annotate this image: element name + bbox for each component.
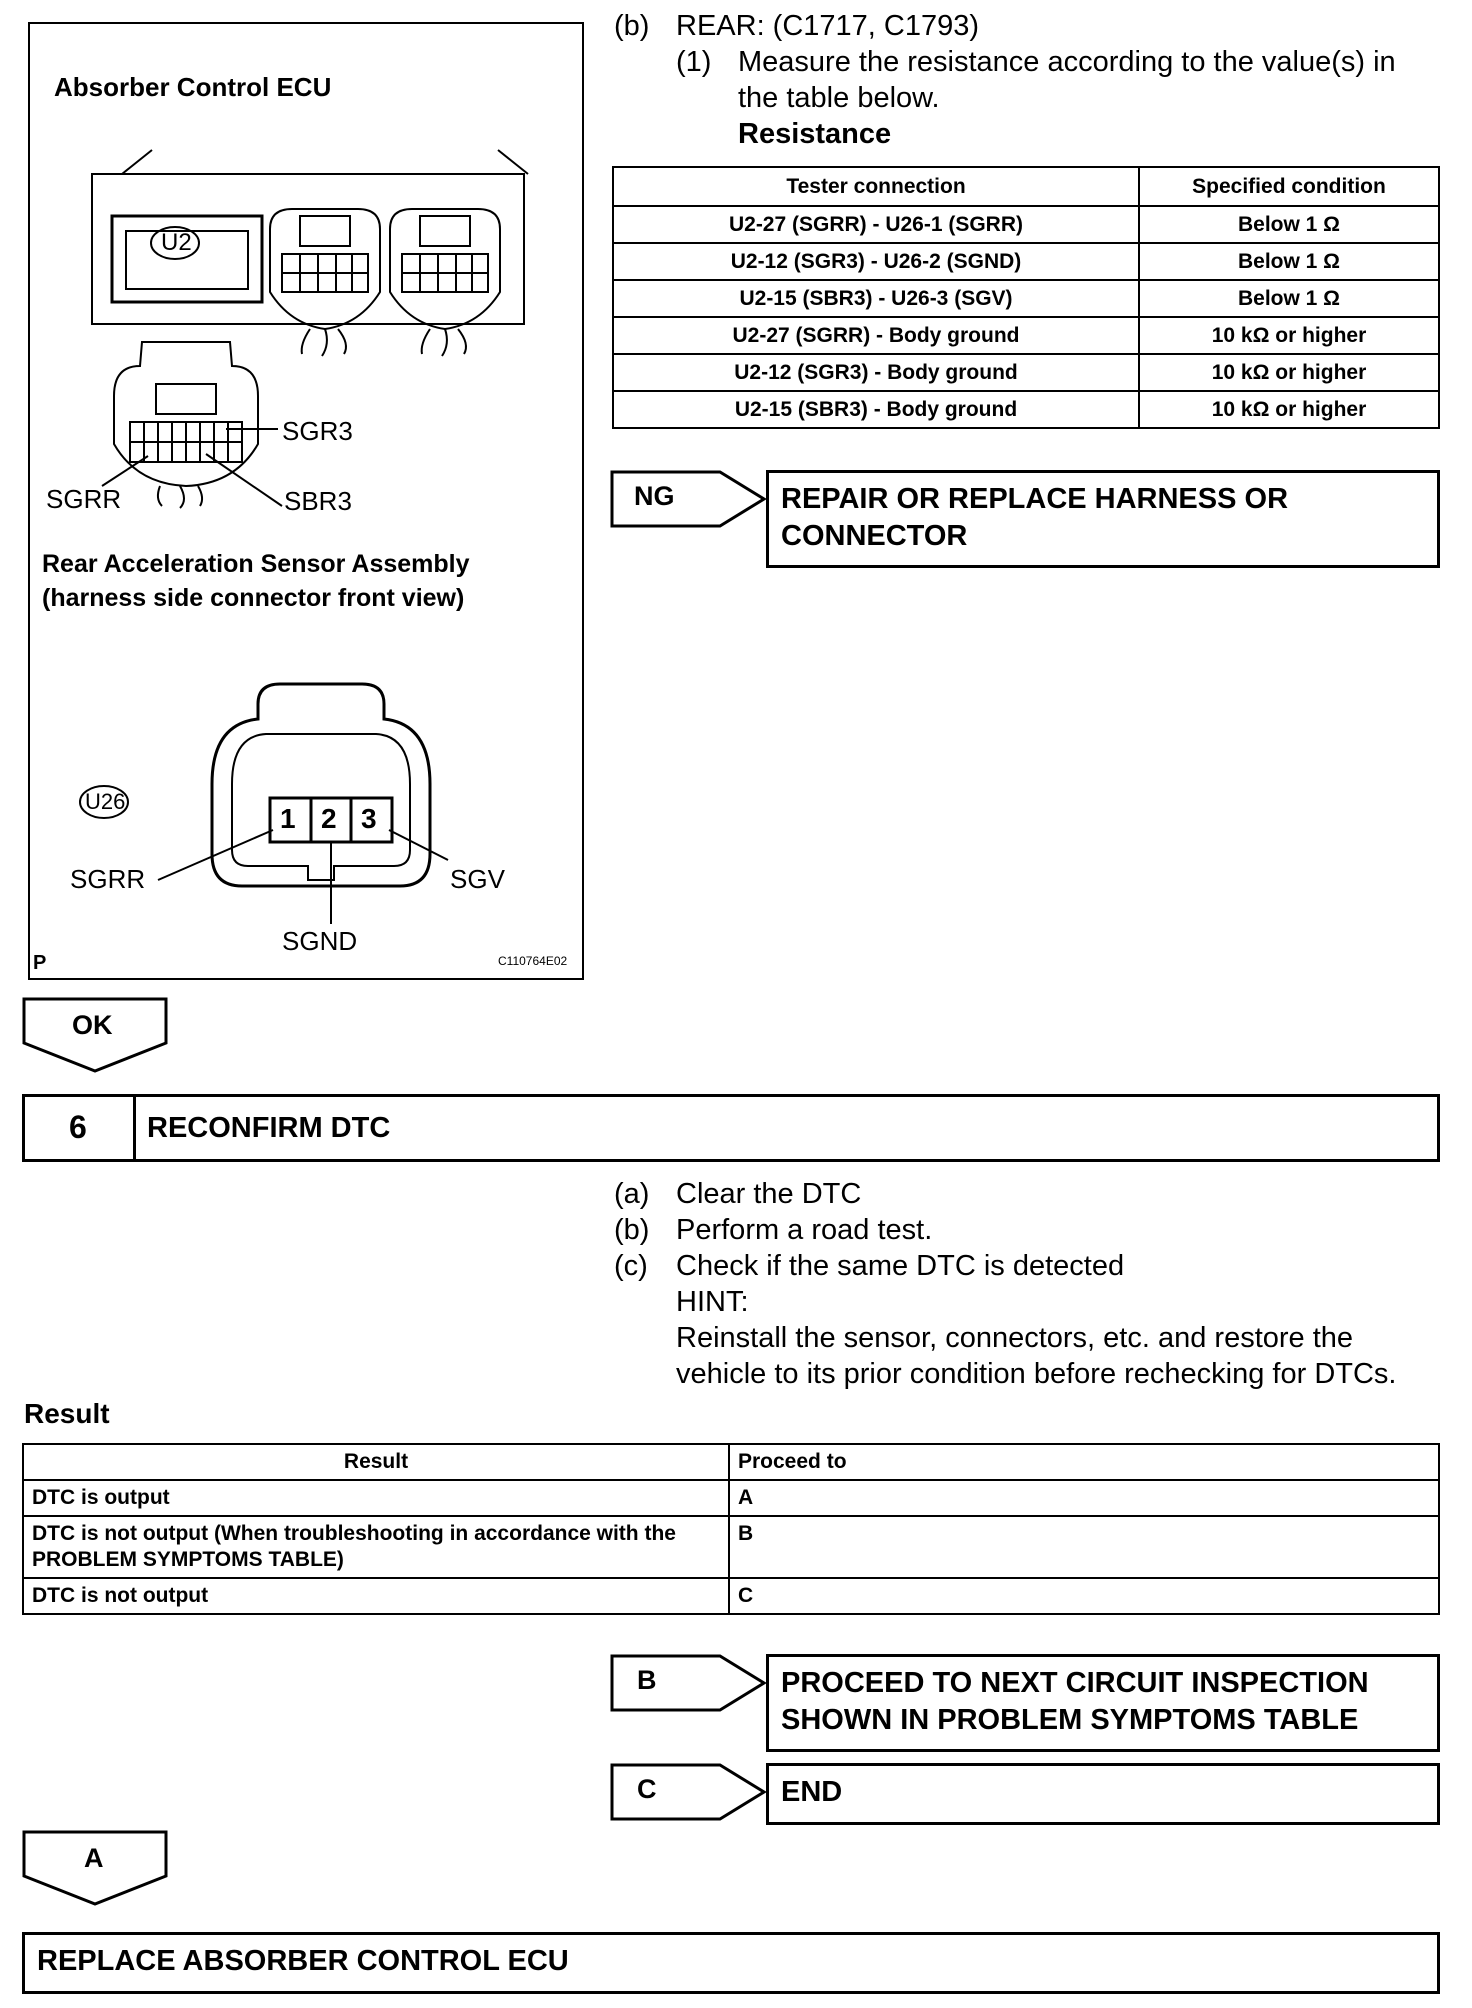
- pin-label-sgr3: SGR3: [282, 416, 353, 446]
- ng-action-line2: CONNECTOR: [781, 520, 968, 552]
- sensor-pin-label-sgrr: SGRR: [70, 864, 146, 894]
- sensor-pin-label-sgnd: SGND: [282, 926, 358, 956]
- table-cell: DTC is not output: [23, 1578, 729, 1614]
- step-b-marker: (b): [614, 10, 650, 42]
- resistance-title: Resistance: [738, 118, 892, 150]
- b-action-line2: SHOWN IN PROBLEM SYMPTOMS TABLE: [781, 1704, 1359, 1736]
- table-row: [23, 1480, 1439, 1516]
- sensor-pin-label-sgv: SGV: [450, 864, 505, 894]
- table-cell: U2-15 (SBR3) - Body ground: [613, 391, 1139, 428]
- step-6c-marker: (c): [614, 1250, 648, 1282]
- table-cell: U2-15 (SBR3) - U26-3 (SGV): [613, 280, 1139, 317]
- c-action-text: END: [781, 1776, 843, 1808]
- step-6b-text: Perform a road test.: [676, 1214, 933, 1246]
- step-b1-line1: Measure the resistance according to the value(s) in: [738, 46, 1396, 78]
- corner-mark: P: [33, 952, 47, 974]
- hint-line1: Reinstall the sensor, connectors, etc. and restore the: [676, 1322, 1354, 1354]
- result-title: Result: [24, 1398, 110, 1429]
- table-row: [613, 391, 1439, 428]
- table-header-row: [613, 167, 1439, 206]
- sensor-pin-3: 3: [361, 803, 377, 834]
- step-6-number: 6: [69, 1109, 87, 1145]
- table-cell: 10 kΩ or higher: [1139, 391, 1439, 428]
- table-header: Proceed to: [729, 1444, 1439, 1480]
- table-row: [613, 317, 1439, 354]
- result-table: [22, 1443, 1440, 1615]
- table-cell: [23, 1516, 729, 1578]
- step-b1-line2: the table below.: [738, 82, 940, 114]
- table-cell: U2-12 (SGR3) - U26-2 (SGND): [613, 243, 1139, 280]
- table-cell: 10 kΩ or higher: [1139, 354, 1439, 391]
- table-row: [613, 243, 1439, 280]
- table-header: Tester connection: [613, 167, 1139, 206]
- table-cell: U2-12 (SGR3) - Body ground: [613, 354, 1139, 391]
- table-cell: Below 1 Ω: [1139, 280, 1439, 317]
- result-line1: DTC is not output (When troubleshooting in accordance with the: [32, 1522, 676, 1545]
- step-6a-text: Clear the DTC: [676, 1178, 862, 1210]
- table-row: [23, 1516, 1439, 1578]
- table-cell: Below 1 Ω: [1139, 206, 1439, 243]
- pin-label-sbr3: SBR3: [284, 486, 352, 516]
- final-action-box: [22, 1932, 1440, 1994]
- table-header-row: [23, 1444, 1439, 1480]
- ok-label: OK: [72, 1010, 113, 1040]
- step-6-title: RECONFIRM DTC: [147, 1112, 391, 1144]
- step-6-header: [22, 1094, 1440, 1162]
- table-row: [613, 206, 1439, 243]
- c-action-box: [766, 1763, 1440, 1825]
- c-label: C: [637, 1774, 657, 1804]
- step-6c-text: Check if the same DTC is detected: [676, 1250, 1125, 1282]
- sensor-title-line2: (harness side connector front view): [42, 584, 465, 612]
- ng-action-box: [766, 470, 1440, 568]
- result-line2: PROBLEM SYMPTOMS TABLE): [32, 1548, 344, 1571]
- sensor-pin-1: 1: [280, 803, 296, 834]
- final-action-text: REPLACE ABSORBER CONTROL ECU: [37, 1945, 569, 1977]
- c-arrow-icon: [610, 1763, 768, 1821]
- connector-diagram: [28, 22, 584, 980]
- b-action-line1: PROCEED TO NEXT CIRCUIT INSPECTION: [781, 1667, 1369, 1699]
- resistance-table: [612, 166, 1440, 429]
- table-cell: B: [729, 1516, 1439, 1578]
- step-b-text: REAR: (C1717, C1793): [676, 10, 980, 42]
- table-header: Result: [23, 1444, 729, 1480]
- table-row: [613, 354, 1439, 391]
- table-cell: A: [729, 1480, 1439, 1516]
- table-cell: 10 kΩ or higher: [1139, 317, 1439, 354]
- pin-label-sgrr: SGRR: [46, 484, 122, 514]
- figure-code: C110764E02: [498, 954, 568, 968]
- step-6a-marker: (a): [614, 1178, 650, 1210]
- ng-action-line1: REPAIR OR REPLACE HARNESS OR: [781, 483, 1289, 515]
- table-row: [23, 1578, 1439, 1614]
- b-arrow-icon: [610, 1654, 768, 1712]
- ng-label: NG: [634, 481, 675, 511]
- table-row: [613, 280, 1439, 317]
- table-cell: U2-27 (SGRR) - U26-1 (SGRR): [613, 206, 1139, 243]
- hint-line2: vehicle to its prior condition before rechecking for DTCs.: [676, 1358, 1397, 1390]
- b-action-box: [766, 1654, 1440, 1752]
- step-6-divider: [133, 1097, 136, 1159]
- ecu-title: Absorber Control ECU: [54, 72, 332, 102]
- a-label: A: [84, 1843, 104, 1873]
- sensor-connector-label: U26: [85, 789, 126, 814]
- ecu-connector-label: U2: [161, 229, 192, 256]
- table-cell: U2-27 (SGRR) - Body ground: [613, 317, 1139, 354]
- table-cell: DTC is output: [23, 1480, 729, 1516]
- table-header: Specified condition: [1139, 167, 1439, 206]
- sensor-title-line1: Rear Acceleration Sensor Assembly: [42, 550, 470, 578]
- b-label: B: [637, 1665, 657, 1695]
- sensor-pin-2: 2: [321, 803, 337, 834]
- hint-label: HINT:: [676, 1286, 749, 1318]
- step-b1-marker: (1): [676, 46, 712, 78]
- table-cell: C: [729, 1578, 1439, 1614]
- step-6b-marker: (b): [614, 1214, 650, 1246]
- table-cell: Below 1 Ω: [1139, 243, 1439, 280]
